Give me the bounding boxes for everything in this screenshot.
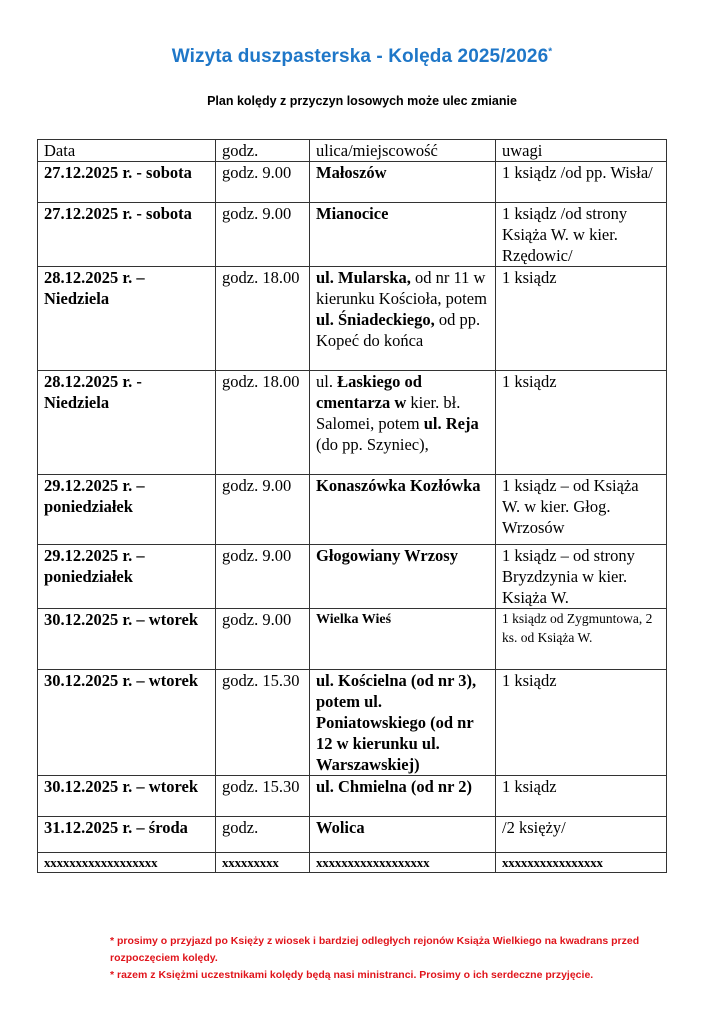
header-date: Data	[38, 140, 216, 162]
filler-cell: xxxxxxxxxxxxxxxx	[496, 853, 667, 873]
cell-place	[310, 203, 496, 267]
cell-time: godz. 15.30	[216, 670, 310, 776]
footnote-1: * prosimy o przyjazd po Księży z wiosek i bardziej odległych rejonów Książa Wielkiego na kwadrans przed rozpoczęciem kolędy.	[110, 935, 640, 964]
cell-date: 28.12.2025 r. – Niedziela	[38, 267, 216, 371]
place-segment: Konaszówka Kozłówka	[316, 476, 481, 495]
header-time: godz.	[216, 140, 310, 162]
table-row	[38, 371, 667, 475]
cell-place	[310, 776, 496, 817]
place-segment: (do pp. Szyniec),	[316, 435, 429, 454]
footnotes	[110, 933, 710, 984]
place-segment: Łaskiego od cmentarza w	[316, 372, 422, 412]
cell-notes: /2 księży/	[496, 817, 667, 853]
place-segment: ul. Reja	[423, 414, 479, 433]
title-text: Wizyta duszpasterska - Kolęda 2025/2026	[171, 46, 549, 67]
cell-notes: 1 ksiądz /od pp. Wisła/	[496, 162, 667, 203]
cell-date: 31.12.2025 r. – środa	[38, 817, 216, 853]
header-notes: uwagi	[496, 140, 667, 162]
cell-notes: 1 ksiądz	[496, 267, 667, 371]
cell-date: 30.12.2025 r. – wtorek	[38, 776, 216, 817]
cell-date: 30.12.2025 r. – wtorek	[38, 670, 216, 776]
header-place: ulica/miejscowość	[310, 140, 496, 162]
cell-notes: 1 ksiądz	[496, 776, 667, 817]
table-row	[38, 609, 667, 670]
place-segment: kier. bł. Salomei, potem	[316, 393, 461, 433]
place-segment: ul. Kościelna (od nr 3), potem ul. Poniatowskiego (od nr 12 w kierunku ul. Warszawskiej)	[316, 671, 477, 774]
document-title	[0, 46, 724, 68]
cell-date: 29.12.2025 r. – poniedziałek	[38, 545, 216, 609]
cell-date: 30.12.2025 r. – wtorek	[38, 609, 216, 670]
cell-time: godz. 18.00	[216, 371, 310, 475]
cell-date: 29.12.2025 r. – poniedziałek	[38, 475, 216, 545]
cell-time: godz. 9.00	[216, 162, 310, 203]
cell-time: godz. 18.00	[216, 267, 310, 371]
table-row	[38, 776, 667, 817]
filler-cell: xxxxxxxxx	[216, 853, 310, 873]
place-segment: Mianocice	[316, 204, 389, 223]
footnote-2: * razem z Księżmi uczestnikami kolędy będą nasi ministranci. Prosimy o ich serdeczne przyjęcie.	[110, 969, 594, 981]
table-row	[38, 203, 667, 267]
cell-time: godz. 9.00	[216, 545, 310, 609]
cell-time: godz. 9.00	[216, 609, 310, 670]
cell-notes: 1 ksiądz /od strony Książa W. w kier. Rzędowic/	[496, 203, 667, 267]
place-segment: Wolica	[316, 818, 365, 837]
table-row	[38, 162, 667, 203]
cell-time: godz.	[216, 817, 310, 853]
table-row	[38, 817, 667, 853]
cell-time: godz. 9.00	[216, 203, 310, 267]
cell-place	[310, 267, 496, 371]
schedule-table	[37, 139, 667, 873]
cell-date: 27.12.2025 r. - sobota	[38, 162, 216, 203]
table-row	[38, 267, 667, 371]
cell-notes: 1 ksiądz od Zygmuntowa, 2 ks. od Książa W.	[496, 609, 667, 670]
table-row	[38, 670, 667, 776]
place-segment: ul. Chmielna (od nr 2)	[316, 777, 473, 796]
table-row	[38, 475, 667, 545]
document-subtitle: Plan kolędy z przyczyn losowych może ulec zmianie	[207, 94, 517, 108]
title-footnote-mark: *	[548, 46, 553, 58]
place-segment: Głogowiany Wrzosy	[316, 546, 458, 565]
cell-date: 28.12.2025 r. - Niedziela	[38, 371, 216, 475]
cell-time: godz. 15.30	[216, 776, 310, 817]
cell-date: 27.12.2025 r. - sobota	[38, 203, 216, 267]
cell-notes: 1 ksiądz – od Książa W. w kier. Głog. Wrzosów	[496, 475, 667, 545]
place-segment: Wielka Wieś	[316, 612, 392, 627]
place-segment: Małoszów	[316, 163, 387, 182]
header-row	[38, 140, 667, 162]
cell-place	[310, 817, 496, 853]
filler-cell: xxxxxxxxxxxxxxxxxx	[310, 853, 496, 873]
place-segment: ul. Mularska,	[316, 268, 411, 287]
cell-notes: 1 ksiądz	[496, 670, 667, 776]
place-segment: ul.	[316, 372, 338, 391]
cell-place	[310, 670, 496, 776]
cell-time: godz. 9.00	[216, 475, 310, 545]
cell-place	[310, 609, 496, 670]
cell-place	[310, 371, 496, 475]
cell-notes: 1 ksiądz	[496, 371, 667, 475]
cell-notes: 1 ksiądz – od strony Bryzdzynia w kier. Książa W.	[496, 545, 667, 609]
place-segment: ul. Śniadeckiego,	[316, 310, 435, 329]
place-segment: od pp. Kopeć do końca	[316, 310, 481, 350]
cell-place	[310, 475, 496, 545]
cell-place	[310, 162, 496, 203]
place-segment: od nr 11 w kierunku Kościoła, potem	[316, 268, 487, 308]
cell-place	[310, 545, 496, 609]
table-row	[38, 545, 667, 609]
filler-row	[38, 853, 667, 873]
filler-cell: xxxxxxxxxxxxxxxxxx	[38, 853, 216, 873]
